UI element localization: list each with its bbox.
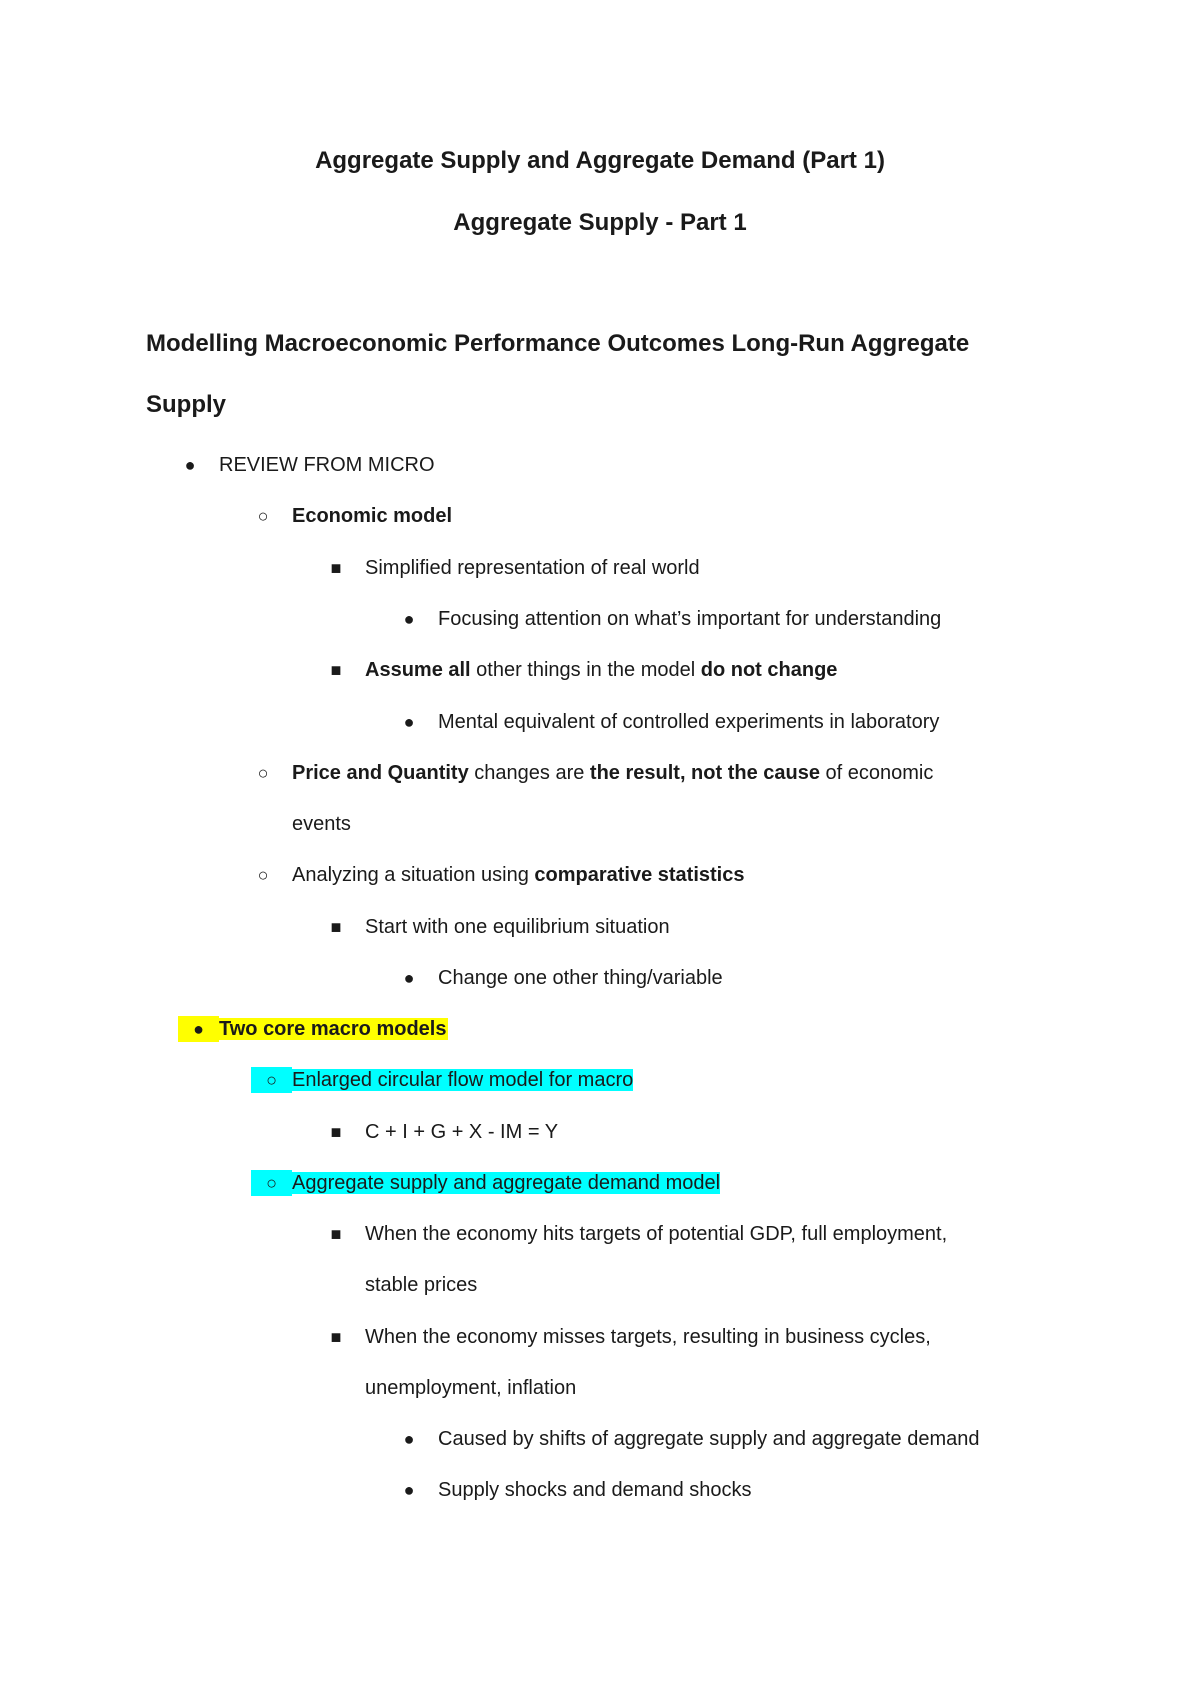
outline-item-misses-targets-continued: unemployment, inflation	[365, 1377, 577, 1399]
bullet-level3: ■	[330, 660, 342, 680]
bullet-level4: ●	[403, 968, 415, 988]
item-text: Simplified representation of real world	[365, 557, 700, 579]
outline-item-price-quantity-continued: events	[292, 813, 351, 835]
outline-item-start-with	[365, 914, 670, 940]
item-text: Economic model	[292, 505, 453, 527]
outline-item-review	[219, 452, 435, 478]
item-text: changes are	[468, 762, 590, 784]
item-text: Caused by shifts of aggregate supply and aggregate demand	[438, 1428, 980, 1450]
item-text-bold: the result, not the cause	[589, 762, 820, 784]
item-text-bold: do not change	[700, 659, 838, 681]
bullet-level4: ●	[403, 609, 415, 629]
outline-item-simplified	[365, 555, 700, 581]
item-text: Mental equivalent of controlled experiments in laboratory	[438, 711, 940, 733]
outline-item-asad	[292, 1170, 720, 1196]
section-heading: Modelling Macroeconomic Performance Outcomes Long-Run Aggregate	[146, 330, 970, 357]
outline-item-focusing	[438, 606, 941, 632]
item-text: Focusing attention on what’s important for understanding	[438, 608, 942, 630]
bullet-level4: ●	[403, 1429, 415, 1449]
item-text: of economic	[819, 762, 934, 784]
bullet-level1: ●	[184, 455, 196, 475]
bullet-level1-highlighted: ●	[178, 1016, 219, 1042]
item-text: When the economy hits targets of potential GDP, full employment,	[365, 1223, 948, 1245]
outline-item-hits-targets-continued: stable prices	[365, 1274, 478, 1296]
item-text-bold: Assume all	[365, 659, 471, 681]
item-text: C + I + G + X - IM = Y	[365, 1121, 559, 1143]
outline-item-shocks	[438, 1477, 752, 1503]
document-title: Aggregate Supply and Aggregate Demand (Part 1)	[315, 147, 885, 174]
outline-item-economic-model	[292, 503, 452, 529]
bullet-level4: ●	[403, 712, 415, 732]
item-text-bold: comparative statistics	[534, 864, 745, 886]
bullet-level2: ○	[257, 506, 269, 526]
outline-item-caused-by	[438, 1426, 979, 1452]
bullet-level3: ■	[330, 1122, 342, 1142]
item-text: When the economy misses targets, resulting in business cycles,	[365, 1326, 931, 1348]
bullet-level4: ●	[403, 1480, 415, 1500]
bullet-level3: ■	[330, 1224, 342, 1244]
item-text: Change one other thing/variable	[438, 967, 723, 989]
item-text: REVIEW FROM MICRO	[219, 454, 435, 476]
item-text-highlighted: Aggregate supply and aggregate demand model	[292, 1172, 721, 1194]
bullet-level2-highlighted: ○	[251, 1170, 292, 1196]
document-subtitle: Aggregate Supply - Part 1	[453, 209, 747, 236]
item-text-bold: Price and Quantity	[292, 762, 469, 784]
outline-item-analyzing	[292, 862, 744, 888]
item-text: Start with one equilibrium situation	[365, 916, 670, 938]
outline-item-assume	[365, 657, 837, 683]
outline-item-hits-targets	[365, 1221, 947, 1247]
item-text: Analyzing a situation using	[292, 864, 535, 886]
item-text-highlighted: Enlarged circular flow model for macro	[292, 1069, 634, 1091]
bullet-level2-highlighted: ○	[251, 1067, 292, 1093]
item-text: Supply shocks and demand shocks	[438, 1479, 752, 1501]
outline-item-price-quantity	[292, 760, 933, 786]
outline-item-two-core	[219, 1016, 448, 1042]
outline-item-mental	[438, 709, 939, 735]
bullet-level2: ○	[257, 763, 269, 783]
outline-item-misses-targets	[365, 1324, 931, 1350]
bullet-level3: ■	[330, 1327, 342, 1347]
item-text-highlighted: Two core macro models	[219, 1018, 447, 1040]
outline-item-enlarged	[292, 1067, 633, 1093]
outline-item-equation	[365, 1119, 558, 1145]
bullet-level3: ■	[330, 558, 342, 578]
bullet-level3: ■	[330, 917, 342, 937]
bullet-level2: ○	[257, 865, 269, 885]
section-heading-continued: Supply	[146, 391, 227, 418]
item-text: other things in the model	[470, 659, 701, 681]
outline-item-change-one	[438, 965, 723, 991]
